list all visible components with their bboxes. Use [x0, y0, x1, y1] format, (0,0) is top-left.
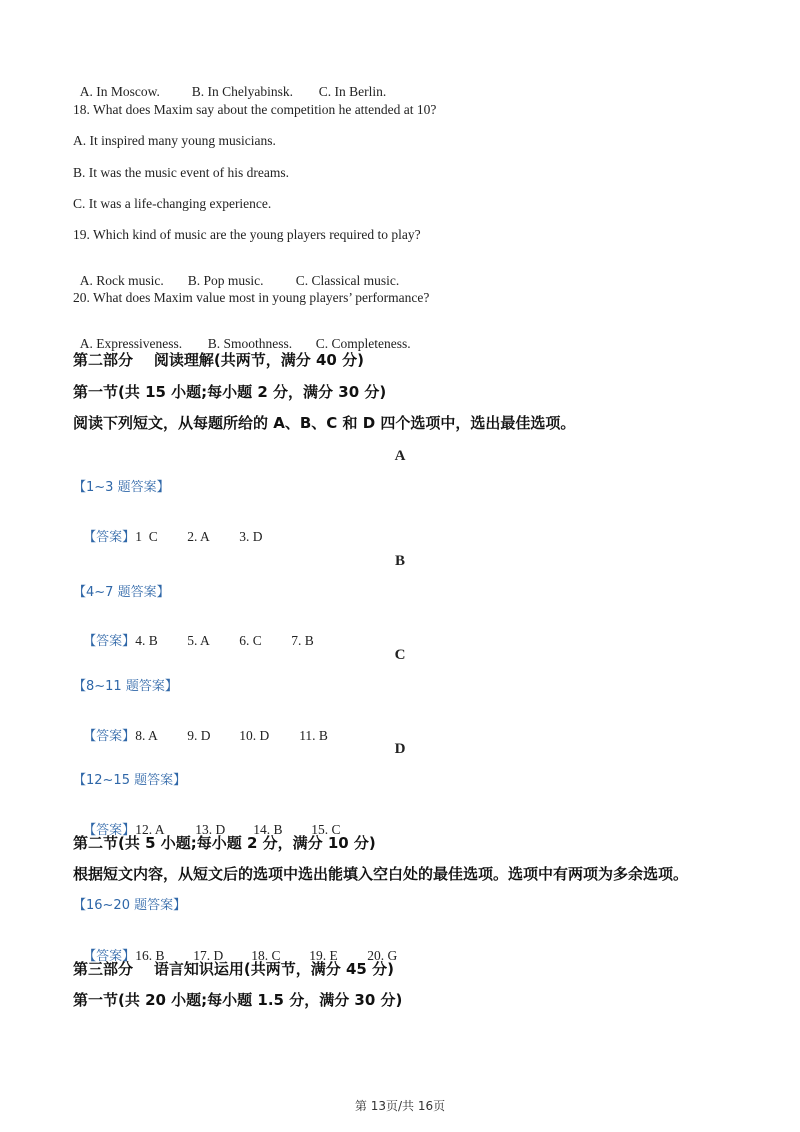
answer-11: 11. B [299, 728, 328, 743]
answer-tag: 【答案】 [83, 530, 136, 545]
q17-option-a: A. In Moscow. [79, 83, 160, 99]
q20-option-b: B. Smoothness. [207, 335, 293, 351]
q17-options [73, 71, 386, 98]
passage-c-answers [73, 711, 328, 743]
answer-14: 14. B [253, 822, 283, 837]
answer-17: 17. D [193, 948, 224, 963]
q20-question: 20. What does Maxim value most in young players’ performance? [73, 290, 430, 305]
answer-tag: 【答案】 [83, 729, 136, 744]
passage-b-letter: B [394, 553, 405, 569]
answer-7: 7. B [291, 633, 314, 648]
passage-d-range-label: 【12~15 题答案】 [73, 773, 187, 788]
answer-tag: 【答案】 [83, 823, 136, 838]
answer-4: 4. B [135, 633, 158, 648]
answer-2: 2. A [187, 529, 210, 544]
q18-option-b: B. It was the music event of his dreams. [73, 165, 289, 180]
q20-option-c: C. Completeness. [315, 335, 411, 351]
part2-section2-heading: 第二节(共 5 小题;每小题 2 分，满分 10 分) [73, 834, 376, 852]
answer-3: 3. D [239, 529, 263, 544]
section2-range-label: 【16~20 题答案】 [73, 898, 187, 913]
answer-8: 8. A [135, 728, 158, 743]
page-number: 第 13页/共 16页 [354, 1099, 446, 1113]
part2-heading: 第二部分 阅读理解(共两节，满分 40 分) [73, 351, 364, 369]
q17-option-c: C. In Berlin. [318, 83, 387, 99]
answer-9: 9. D [187, 728, 211, 743]
answer-tag: 【答案】 [83, 634, 136, 649]
passage-b-answers [73, 616, 314, 648]
passage-b-range-label: 【4~7 题答案】 [73, 585, 170, 600]
q19-question: 19. Which kind of music are the young players required to play? [73, 227, 421, 242]
q20-options [73, 323, 411, 350]
passage-a-letter: A [394, 448, 406, 464]
passage-c-range-label: 【8~11 题答案】 [73, 679, 178, 694]
answer-12: 12. A [135, 822, 165, 837]
q19-option-b: B. Pop music. [187, 272, 264, 288]
answer-10: 10. D [239, 728, 270, 743]
answer-1: 1 C [135, 529, 158, 544]
answer-tag: 【答案】 [83, 949, 136, 964]
part3-heading: 第三部分 语言知识运用(共两节，满分 45 分) [73, 960, 394, 978]
answer-16: 16. B [135, 948, 165, 963]
passage-d-answers [73, 805, 340, 837]
q19-option-c: C. Classical music. [295, 272, 400, 288]
q18-option-c: C. It was a life-changing experience. [73, 196, 272, 211]
passage-a-range-label: 【1~3 题答案】 [73, 480, 170, 495]
section2-answers [73, 931, 397, 963]
q18-question: 18. What does Maxim say about the competition he attended at 10? [73, 102, 437, 117]
q19-option-a: A. Rock music. [79, 272, 164, 288]
q17-option-b: B. In Chelyabinsk. [191, 83, 293, 99]
answer-19: 19. E [309, 948, 338, 963]
q20-option-a: A. Expressiveness. [79, 335, 183, 351]
passage-a-answers [73, 512, 262, 544]
q18-option-a: A. It inspired many young musicians. [73, 133, 276, 148]
answer-13: 13. D [195, 822, 226, 837]
q19-options [73, 260, 399, 287]
answer-20: 20. G [367, 948, 398, 963]
part2-section1-heading: 第一节(共 15 小题;每小题 2 分，满分 30 分) [73, 383, 387, 401]
passage-c-letter: C [394, 647, 406, 663]
part2-section2-instruction: 根据短文内容，从短文后的选项中选出能填入空白处的最佳选项。选项中有两项为多余选项。 [73, 865, 689, 883]
answer-5: 5. A [187, 633, 210, 648]
answer-15: 15. C [311, 822, 341, 837]
answer-6: 6. C [239, 633, 262, 648]
part3-section1-heading: 第一节(共 20 小题;每小题 1.5 分，满分 30 分) [73, 991, 403, 1009]
part2-instruction: 阅读下列短文，从每题所给的 A、B、C 和 D 四个选项中，选出最佳选项。 [73, 414, 576, 432]
passage-d-letter: D [394, 741, 406, 757]
answer-18: 18. C [251, 948, 281, 963]
